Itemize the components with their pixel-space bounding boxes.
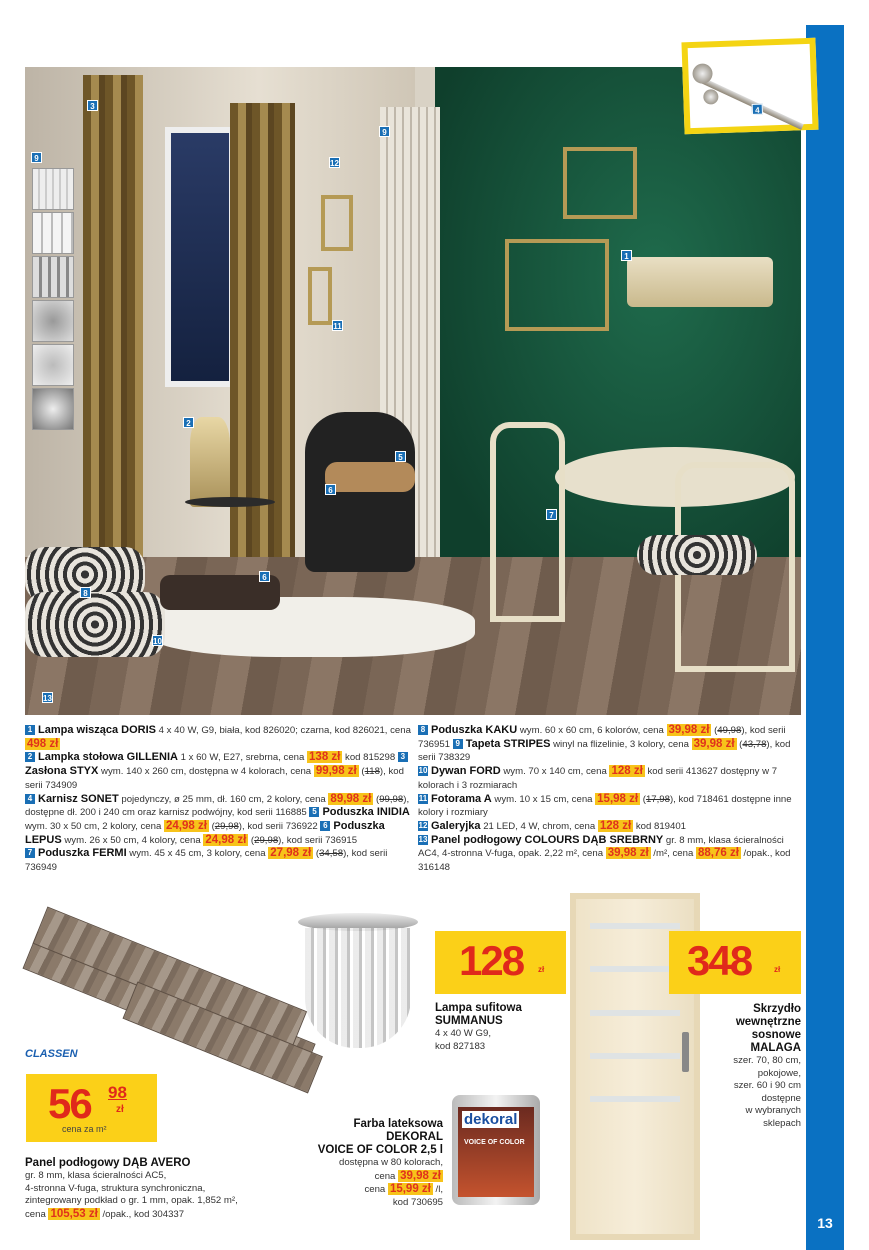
item-description [418,821,686,832]
old-price: 17,98 [645,793,670,805]
door-info [703,1003,801,1130]
item-number-badge: 8 [418,725,428,735]
armchair [305,412,415,572]
product-title: Farba lateksowa [353,1118,443,1130]
old-price: 43,78 [742,738,767,750]
item-description: 7 Poduszka FERMI wym. 45 x 45 cm, 3 kolory, cena 27,98 zł (34,58), kod serii 736949 [25,847,388,874]
item-price: 39,98 zł [607,847,649,860]
currency: zł [116,1104,124,1115]
item-price: 24,98 zł [165,819,207,832]
item-description: 11 Fotorama A wym. 10 x 15 cm, cena 15,98 zł (17,98), kod 718461 dostępne inne kolory i rozmiary [418,792,792,819]
spec-line: zintegrowany podkład o gr. 1 mm, opak. 1,852 m², [25,1195,238,1206]
item-spec: wym. 10 x 15 cm, cena [491,793,596,805]
item-number-badge: 9 [453,739,463,749]
door-glass [590,1096,680,1102]
wallpaper-swatch [32,212,74,254]
wallpaper-swatch [32,344,74,386]
item-price: 498 zł [27,737,59,750]
product-title: VOICE OF COLOR 2,5 l [317,1144,443,1156]
wallpaper-swatch [32,300,74,342]
item-number-badge: 6 [320,821,330,831]
unit-price: 15,99 zł [389,1183,431,1195]
door-glass [590,966,680,972]
marker: 11 [333,322,342,331]
item-number-badge: 3 [398,752,408,762]
pillow-pattern [637,535,757,575]
marker: 10 [153,637,162,646]
side-table [185,497,275,507]
price: 348 [687,937,752,984]
item-description: 5 Poduszka INIDIA wym. 30 x 50 cm, 2 kolory, cena 24,98 zł (29,98), kod serii 736922 [25,806,410,832]
product-title: Panel podłogowy DĄB AVERO [25,1157,191,1169]
item-spec: 1 x 60 W, E27, srebrna, cena [177,752,308,764]
item-number-badge: 4 [25,794,35,804]
item-details: kod 815298 [342,752,398,764]
item-details: kod 819401 [633,820,686,832]
item-details: , kod serii 736949 [25,848,388,874]
item-spec: wym. 45 x 45 cm, 3 kolory, cena [126,848,269,860]
wallpaper-swatch [32,256,74,298]
item-details: /m², cena [650,848,696,860]
item-details: , kod 718461 dostępne inne kolory i rozmiary [418,793,792,819]
item-spec: 4 x 40 W, G9, biała, kod 826020; czarna, kod 826021, cena [156,725,411,736]
product-title: sosnowe [751,1029,801,1041]
item-price: 39,98 zł [693,737,735,750]
crystal-lamp [305,928,411,1048]
door-glass [590,923,680,929]
item-price: 39,98 zł [668,724,710,736]
gold-pillow [325,462,415,492]
price-decimal: 98 [108,1083,127,1102]
old-price: 49,98 [717,725,742,736]
curtain-left [83,75,143,595]
price-box [435,931,566,994]
old-price: 118 [364,766,380,778]
price-box [669,931,801,994]
unit: /l, [432,1184,443,1195]
brand-logo: CLASSEN [25,1048,78,1060]
marker: 1 [621,250,632,261]
can-brand: dekoral [464,1111,518,1128]
pillow-kaku [25,592,165,657]
product-name: SUMMANUS [435,1015,503,1027]
item-price: 27,98 zł [270,847,312,860]
spec-line: sklepach [763,1117,801,1129]
code: kod 730695 [392,1196,443,1208]
item-number-badge: 7 [25,848,35,858]
item-number-badge: 5 [309,807,319,817]
item-spec: wym. 26 x 50 cm, 4 kolory, cena [61,834,204,846]
door-handle [682,1032,689,1072]
item-description [25,752,398,763]
item-description [418,766,777,791]
marker: 7 [546,509,557,520]
can-line: VOICE OF COLOR [464,1139,525,1146]
item-spec: wym. 30 x 50 cm, 2 kolory, cena [25,820,164,832]
item-name: Poduszka INIDIA [322,806,410,819]
item-description: 3Zasłona STYX wym. 140 x 260 cm, dostępna w 4 kolorach, cena 99,98 zł (118), kod serii 734909 [25,752,411,790]
wallpaper-swatch [32,168,74,210]
marker: 12 [330,159,339,168]
old-price: 34,58 [319,848,344,860]
spec-line: szer. 70, 80 cm, [733,1055,801,1066]
item-details: , kod serii 736915 [281,834,358,846]
availability: dostępna w 80 kolorach, [339,1157,443,1168]
item-name: Poduszka LEPUS [25,819,385,846]
item-description: 6 Poduszka LEPUS wym. 26 x 50 cm, 4 kolory, cena 24,98 zł (29,98), kod serii 736915 [25,819,385,846]
door-glass [590,1053,680,1059]
item-spec: wym. 60 x 60 cm, 6 kolorów, cena [517,725,667,736]
curtain-rod-inset [681,38,818,135]
marker: 2 [183,417,194,428]
item-list-right [418,724,804,875]
table-lamp [190,417,230,507]
marker: 5 [395,451,406,462]
item-description: 8 Poduszka KAKU wym. 60 x 60 cm, 6 kolorów, cena 39,98 zł (49,98), kod serii 736951 [418,724,786,750]
price-box [26,1074,157,1142]
marker: 3 [87,100,98,111]
item-details: kod serii 413627 dostępny w 7 kolorach i 3 rozmiarach [418,766,778,791]
rod-bracket [703,89,719,105]
item-price: 138 zł [309,751,341,764]
gold-frame [563,147,637,219]
room-photo [25,67,801,715]
price-note: cena za m² [62,1124,107,1134]
gold-frame [505,239,609,331]
item-number-badge: 11 [418,793,428,803]
door-glass [590,1010,680,1016]
item-details: , kod serii 738329 [418,738,791,764]
price-label: cena [364,1184,388,1195]
item-details: , kod serii 734909 [25,766,404,791]
price: 105,53 zł [50,1207,98,1220]
item-details: , dostępne dł. 200 i 240 cm oraz karnisz podwójny, kod serii 116885 [25,793,410,819]
item-name: Poduszka FERMI [38,847,127,860]
floor-panel-info [25,1157,300,1221]
marker: 8 [80,587,91,598]
price: 39,98 zł [400,1169,441,1182]
item-price: 99,98 zł [315,765,357,778]
currency: zł [774,965,781,974]
currency: zł [538,965,545,974]
item-name: Fotorama A [431,792,492,805]
item-name: Poduszka KAKU [431,724,518,736]
price-label: cena [25,1208,49,1220]
window [165,127,235,387]
picture-frame [308,267,332,325]
item-spec: winyl na flizelinie, 3 kolory, cena [550,738,692,750]
wallpaper-swatch [32,388,74,430]
marker: 9 [31,152,42,163]
spec-line: 4-stronna V-fuga, struktura synchroniczna, [25,1182,206,1194]
product-title: Lampa sufitowa [435,1002,522,1014]
marker: 6 [325,484,336,495]
item-name: Lampa wisząca DORIS [38,724,156,736]
item-price: 24,98 zł [205,833,247,846]
page-number: 13 [817,1215,833,1231]
marker: 6 [259,571,270,582]
item-number-badge: 12 [418,820,428,830]
item-name: Galeryjka [431,819,481,832]
item-list-left [25,724,413,875]
item-price: 128 zł [599,819,632,832]
item-price: 89,98 zł [330,792,372,805]
paint-can [452,1095,540,1205]
spec-line: szer. 60 i 90 cm [733,1080,801,1091]
item-details: , kod serii 736922 [242,820,321,832]
item-description [418,835,791,873]
curtain-right [230,103,295,603]
item-number-badge: 10 [418,766,428,776]
item-name: Dywan FORD [431,765,501,778]
item-price: 15,98 zł [597,792,639,805]
item-spec: wym. 70 x 140 cm, cena [500,766,610,778]
item-number-badge: 13 [418,834,428,844]
item-spec: wym. 140 x 260 cm, dostępna w 4 kolorach, cena [98,766,314,778]
spec-line: w wybranych [745,1105,801,1116]
spec-line: dostępne [761,1092,801,1104]
marker: 9 [379,126,390,137]
item-number-badge: 2 [25,752,35,762]
item-name: Tapeta STRIPES [465,737,551,750]
item-details: , kod serii 736951 [418,725,786,750]
white-chair [490,422,565,622]
spec-line: pokojowe, [757,1067,801,1079]
item-number-badge: 1 [25,725,35,735]
product-title: Skrzydło [753,1003,801,1015]
item-price: 88,76 zł [697,847,739,860]
price: 128 [459,937,524,984]
old-price: 29,98 [254,834,279,846]
item-description: 9 Tapeta STRIPES winyl na flizelinie, 3 kolory, cena 39,98 zł (43,78), kod serii 738329 [418,737,791,764]
item-description: 4 Karnisz SONET pojedynczy, ø 25 mm, dł. 160 cm, 2 kolory, cena 89,98 zł (99,98), dostępne dł. 200 i 240 cm oraz karnisz podwójny, kod serii 116885 [25,792,410,819]
item-name: Lampka stołowa GILLENIA [38,751,178,764]
price-label: cena [374,1170,399,1182]
old-price: 99,98 [379,793,404,805]
price-integer: 56 [48,1080,91,1127]
spec-line: gr. 8 mm, klasa ścieralności AC5, [25,1170,167,1181]
item-name: Zasłona STYX [25,765,99,778]
item-name: Panel podłogowy COLOURS DĄB SREBRNY [431,833,664,846]
old-price: 29,98 [214,820,239,832]
ceiling-lamp-info [435,1002,522,1053]
item-price: 128 zł [611,765,643,778]
spec-line: 4 x 40 W G9, [435,1028,491,1039]
chandelier [627,257,773,307]
product-name: MALAGA [750,1042,801,1054]
paint-info [305,1118,443,1209]
product-title: DEKORAL [386,1131,443,1143]
item-spec: 21 LED, 4 W, chrom, cena [480,820,598,832]
picture-frame [321,195,353,251]
item-details: /opak., kod 316148 [418,848,791,874]
product-title: wewnętrzne [735,1016,801,1028]
item-spec: pojedynczy, ø 25 mm, dł. 160 cm, 2 kolory, cena [118,793,329,805]
item-spec: gr. 8 mm, klasa ścieralności AC4, 4-stronna V-fuga, opak. 2,22 m², cena [418,834,784,860]
spec-line: kod 827183 [435,1040,486,1052]
code: /opak., kod 304337 [99,1208,185,1220]
marker: 13 [43,694,52,703]
marker: 4 [752,104,763,115]
item-name: Karnisz SONET [38,792,119,805]
item-description [25,725,411,750]
side-color-bar [806,25,844,1250]
